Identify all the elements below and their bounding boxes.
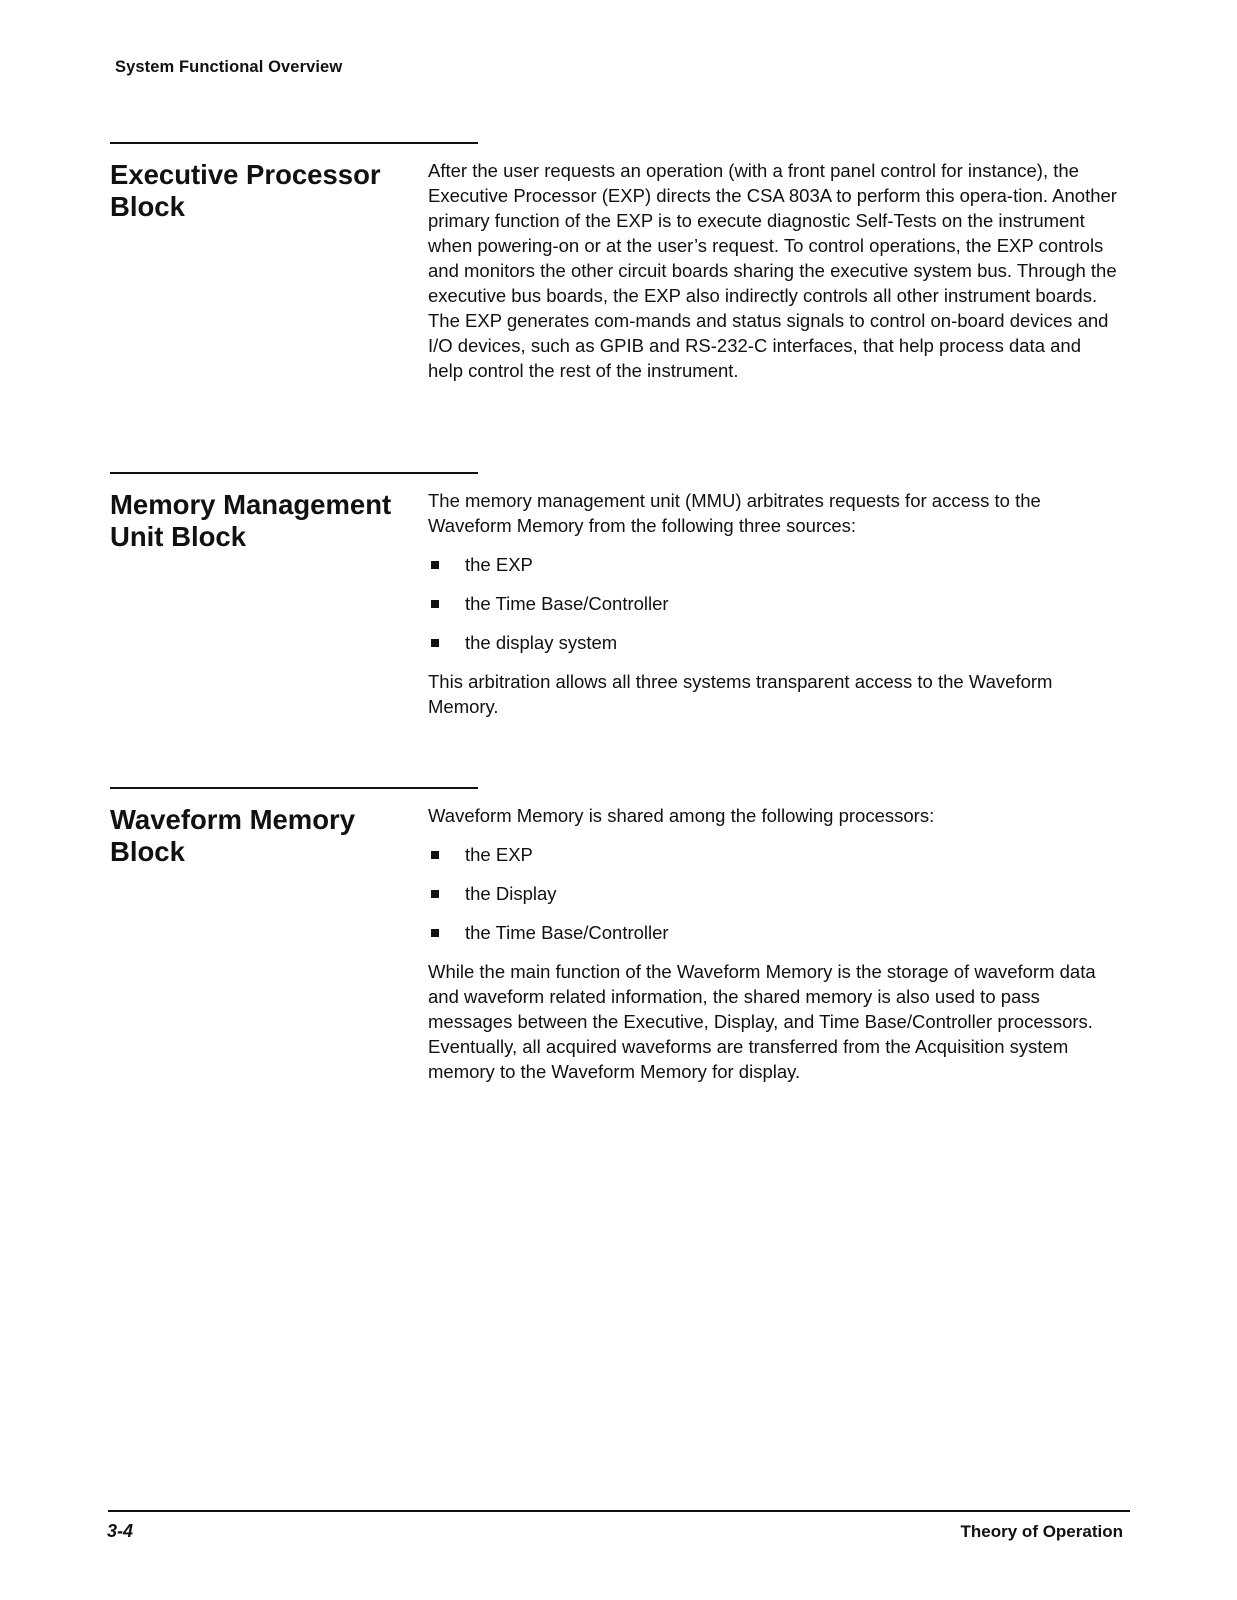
section-heading: Memory Management Unit Block <box>110 489 392 552</box>
section-rule <box>110 472 478 474</box>
section-heading: Executive Processor Block <box>110 159 381 222</box>
list-item: the EXP <box>428 842 1118 867</box>
bullet-list <box>428 552 1118 655</box>
list-item: the EXP <box>428 552 1118 577</box>
section-rule <box>110 142 478 144</box>
bullet-list <box>428 842 1118 945</box>
section-heading: Waveform Memory Block <box>110 804 356 867</box>
closing-paragraph: This arbitration allows all three systems transparent access to the Waveform Memory. <box>428 671 1053 717</box>
closing-paragraph: While the main function of the Waveform Memory is the storage of waveform data and waveform related information, the shared memory is also used to pass messages between the Executive, Display, and Time Base/Controller processors. Eventually, all acquired waveforms are transferred from the Acquisition system memory to the Waveform Memory for display. <box>428 961 1096 1082</box>
square-bullet-icon <box>431 890 439 898</box>
intro-paragraph: Waveform Memory is shared among the following processors: <box>428 805 935 826</box>
list-item: the display system <box>428 630 1118 655</box>
list-item: the Display <box>428 881 1118 906</box>
square-bullet-icon <box>431 639 439 647</box>
section-body <box>428 803 1118 1084</box>
section-body <box>428 158 1118 383</box>
body-paragraph: After the user requests an operation (with a front panel control for instance), the Executive Processor (EXP) directs the CSA 803A to perform this opera-tion. Another primary function of the EXP is to execute diagnostic Self-Tests on the instrument when powering-on or at the user’s request. To control operations, the EXP controls and monitors the other circuit boards sharing the executive system bus. Through the executive bus boards, the EXP also indirectly controls all other instrument boards. The EXP generates com-mands and status signals to control on-board devices and I/O devices, such as GPIB and RS-232-C interfaces, that help process data and help control the rest of the instrument. <box>428 160 1117 381</box>
square-bullet-icon <box>431 929 439 937</box>
running-head: System Functional Overview <box>115 58 343 76</box>
section-rule <box>110 787 478 789</box>
square-bullet-icon <box>431 561 439 569</box>
list-item: the Time Base/Controller <box>428 591 1118 616</box>
intro-paragraph: The memory management unit (MMU) arbitrates requests for access to the Waveform Memory from the following three sources: <box>428 490 1041 536</box>
list-item: the Time Base/Controller <box>428 920 1118 945</box>
square-bullet-icon <box>431 600 439 608</box>
section-body <box>428 488 1118 719</box>
footer-title: Theory of Operation <box>960 1522 1123 1541</box>
footer-rule <box>108 1510 1130 1512</box>
page-number: 3-4 <box>107 1521 134 1541</box>
square-bullet-icon <box>431 851 439 859</box>
